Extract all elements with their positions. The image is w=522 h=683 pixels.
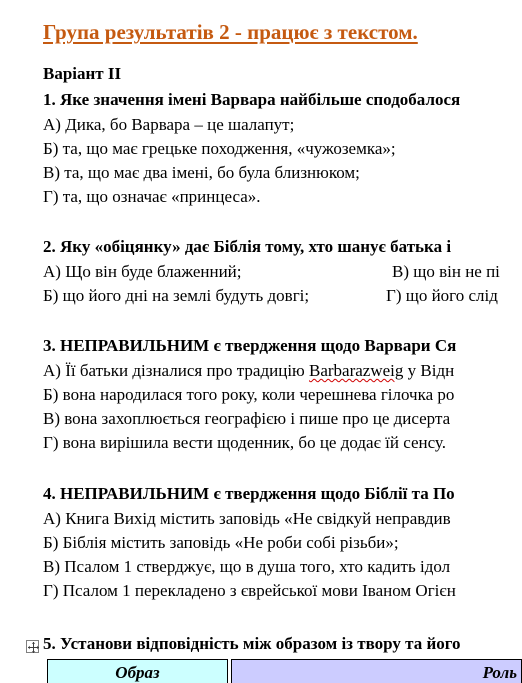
q1-option-a: А) Дика, бо Варвара – це шалапут; [43, 115, 295, 134]
q4-option-d: Г) Псалом 1 перекладено з єврейської мови Іваном Огієн [43, 581, 456, 600]
q3-option-a [43, 361, 454, 381]
q4-option-c: В) Псалом 1 стверджує, що в душа того, хто кадить ідол [43, 557, 451, 576]
q3-option-d: Г) вона вирішила вести щоденник, бо це додає їй сенсу. [43, 433, 446, 452]
section-heading: Група результатів 2 - працює з текстом. [43, 20, 418, 44]
table-header-row [48, 660, 522, 683]
q2-option-c: Б) що його дні на землі будуть довгі; [43, 286, 310, 305]
misspelled-word[interactable]: Barbarazweig [309, 361, 404, 380]
q2-option-a: А) Що він буде блаженний; [43, 262, 242, 281]
q1-option-b: Б) та, що має грецьке походження, «чужоземка»; [43, 139, 396, 158]
q3-option-a-suffix: у Відн [403, 361, 455, 380]
q2-option-b: В) що він не пі [392, 262, 500, 281]
q4-option-a: А) Книга Вихід містить заповідь «Не свідкуй неправдив [43, 509, 451, 528]
q3-option-b: Б) вона народилася того року, коли черешнева гілочка ро [43, 385, 455, 404]
question-2: 2. Яку «обіцянку» дає Біблія тому, хто шанує батька і [43, 237, 452, 256]
variant-label: Варіант ІІ [43, 64, 122, 83]
table-move-handle-icon[interactable] [26, 640, 39, 653]
table-header-image[interactable]: Образ [48, 660, 228, 683]
question-4: 4. НЕПРАВИЛЬНИМ є твердження щодо Біблії та По [43, 484, 455, 503]
q3-option-a-prefix: А) Її батьки дізналися про традицію [43, 361, 309, 380]
matching-table [47, 659, 522, 683]
question-3: 3. НЕПРАВИЛЬНИМ є твердження щодо Варвари Ся [43, 336, 457, 355]
q1-option-d: Г) та, що означає «принцеса». [43, 187, 261, 206]
q1-option-c: В) та, що має два імені, бо була близнюком; [43, 163, 360, 182]
q4-option-b: Б) Біблія містить заповідь «Не роби собі різьби»; [43, 533, 399, 552]
question-5: 5. Установи відповідність між образом із твору та його [43, 634, 461, 653]
q3-option-c: В) вона захоплюється географією і пише про це дисерта [43, 409, 451, 428]
q2-option-d: Г) що його слід [386, 286, 498, 305]
table-header-role[interactable]: Роль [231, 660, 521, 683]
question-1: 1. Яке значення імені Варвара найбільше сподобалося [43, 90, 461, 109]
